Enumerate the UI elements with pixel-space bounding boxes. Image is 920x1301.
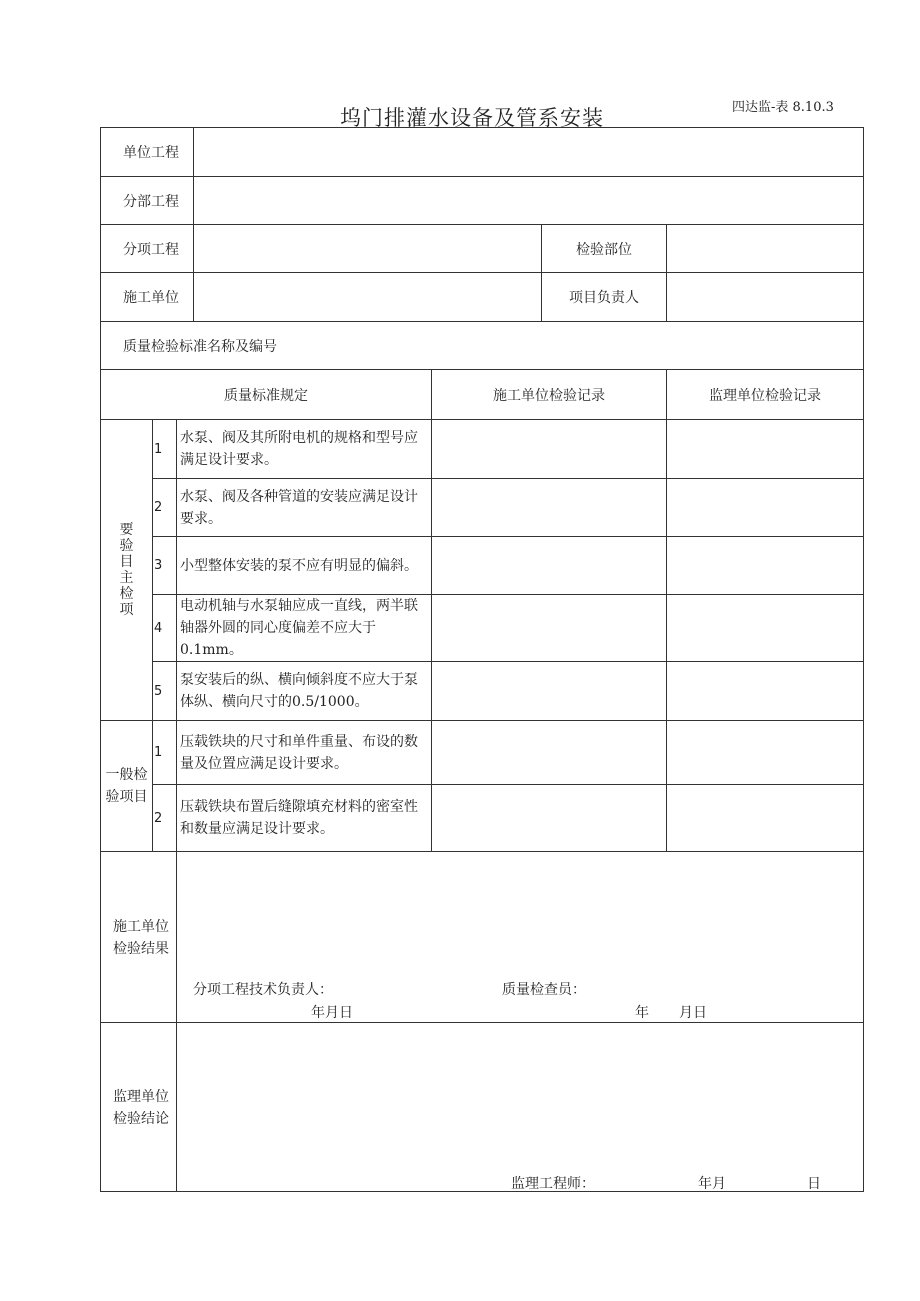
construction-record-column-header: 施工单位检验记录 bbox=[432, 370, 667, 420]
supervision-record-cell[interactable] bbox=[667, 420, 864, 479]
construction-record-cell[interactable] bbox=[432, 537, 667, 595]
construction-record-cell[interactable] bbox=[432, 595, 667, 662]
item-number: 2 bbox=[153, 785, 177, 852]
project-manager-value[interactable] bbox=[667, 273, 864, 322]
item-number: 2 bbox=[153, 479, 177, 537]
inspection-form-table bbox=[100, 127, 864, 1192]
sub-project-value[interactable] bbox=[194, 225, 542, 273]
supervision-record-cell[interactable] bbox=[667, 662, 864, 721]
item-text: 压载铁块布置后缝隙填充材料的密室性和数量应满足设计要求。 bbox=[177, 785, 432, 852]
construction-record-cell[interactable] bbox=[432, 662, 667, 721]
construction-result-label: 施工单位检验结果 bbox=[113, 919, 169, 957]
inspection-part-value[interactable] bbox=[667, 225, 864, 273]
item-text: 电动机轴与水泵轴应成一直线，两半联轴器外圆的同心度偏差不应大于0.1mm。 bbox=[177, 595, 432, 662]
construction-record-cell[interactable] bbox=[432, 420, 667, 479]
construction-record-cell[interactable] bbox=[432, 479, 667, 537]
item-number: 5 bbox=[153, 662, 177, 721]
standard-column-header: 质量标准规定 bbox=[101, 370, 432, 420]
inspector-label: 质量检查员： bbox=[502, 982, 586, 998]
supervision-record-cell[interactable] bbox=[667, 785, 864, 852]
item-text: 压载铁块的尺寸和单件重量、布设的数量及位置应满足设计要求。 bbox=[177, 721, 432, 785]
sub-project-label: 分项工程 bbox=[101, 225, 194, 273]
inspection-part-label: 检验部位 bbox=[542, 225, 667, 273]
item-text: 小型整体安装的泵不应有明显的偏斜。 bbox=[177, 537, 432, 595]
inspector-date-month-day: 月日 bbox=[679, 1005, 707, 1021]
form-title: 坞门排灌水设备及管系安装 bbox=[340, 106, 604, 130]
construction-record-cell[interactable] bbox=[432, 721, 667, 785]
project-manager-label: 项目负责人 bbox=[542, 273, 667, 322]
construction-record-cell[interactable] bbox=[432, 785, 667, 852]
form-number: 四达监-表 8.10.3 bbox=[732, 100, 834, 115]
item-number: 4 bbox=[153, 595, 177, 662]
quality-standard-label: 质量检验标准名称及编号 bbox=[101, 322, 864, 370]
item-number: 1 bbox=[153, 420, 177, 479]
unit-project-label: 单位工程 bbox=[101, 128, 194, 177]
supervision-result-area[interactable] bbox=[177, 1023, 864, 1192]
division-project-label: 分部工程 bbox=[101, 177, 194, 225]
item-text: 水泵、阀及其所附电机的规格和型号应满足设计要求。 bbox=[177, 420, 432, 479]
inspector-date-year: 年 bbox=[635, 1005, 649, 1021]
construction-result-label-cell bbox=[101, 852, 177, 1023]
supervision-date-day: 日 bbox=[807, 1176, 821, 1192]
item-number: 3 bbox=[153, 537, 177, 595]
supervision-record-cell[interactable] bbox=[667, 479, 864, 537]
item-text: 水泵、阀及各种管道的安装应满足设计要求。 bbox=[177, 479, 432, 537]
supervision-record-cell[interactable] bbox=[667, 537, 864, 595]
unit-project-value[interactable] bbox=[194, 128, 864, 177]
supervision-record-cell[interactable] bbox=[667, 595, 864, 662]
tech-lead-date: 年月日 bbox=[311, 1005, 353, 1021]
supervision-record-column-header: 监理单位检验记录 bbox=[667, 370, 864, 420]
construction-result-area[interactable] bbox=[177, 852, 864, 1023]
supervision-result-label: 监理单位检验结论 bbox=[113, 1089, 169, 1127]
supervision-record-cell[interactable] bbox=[667, 721, 864, 785]
construction-unit-value[interactable] bbox=[194, 273, 542, 322]
supervision-result-label-cell bbox=[101, 1023, 177, 1192]
construction-unit-label: 施工单位 bbox=[101, 273, 194, 322]
division-project-value[interactable] bbox=[194, 177, 864, 225]
item-number: 1 bbox=[153, 721, 177, 785]
general-items-label: 一般检验项目 bbox=[101, 721, 153, 852]
tech-lead-label: 分项工程技术负责人： bbox=[193, 982, 333, 998]
supervision-date-year-month: 年月 bbox=[698, 1176, 726, 1192]
supervision-engineer-label: 监理工程师： bbox=[511, 1176, 595, 1192]
main-items-label: 要验目主检项 bbox=[101, 420, 153, 721]
item-text: 泵安装后的纵、横向倾斜度不应大于泵体纵、横向尺寸的0.5/1000。 bbox=[177, 662, 432, 721]
